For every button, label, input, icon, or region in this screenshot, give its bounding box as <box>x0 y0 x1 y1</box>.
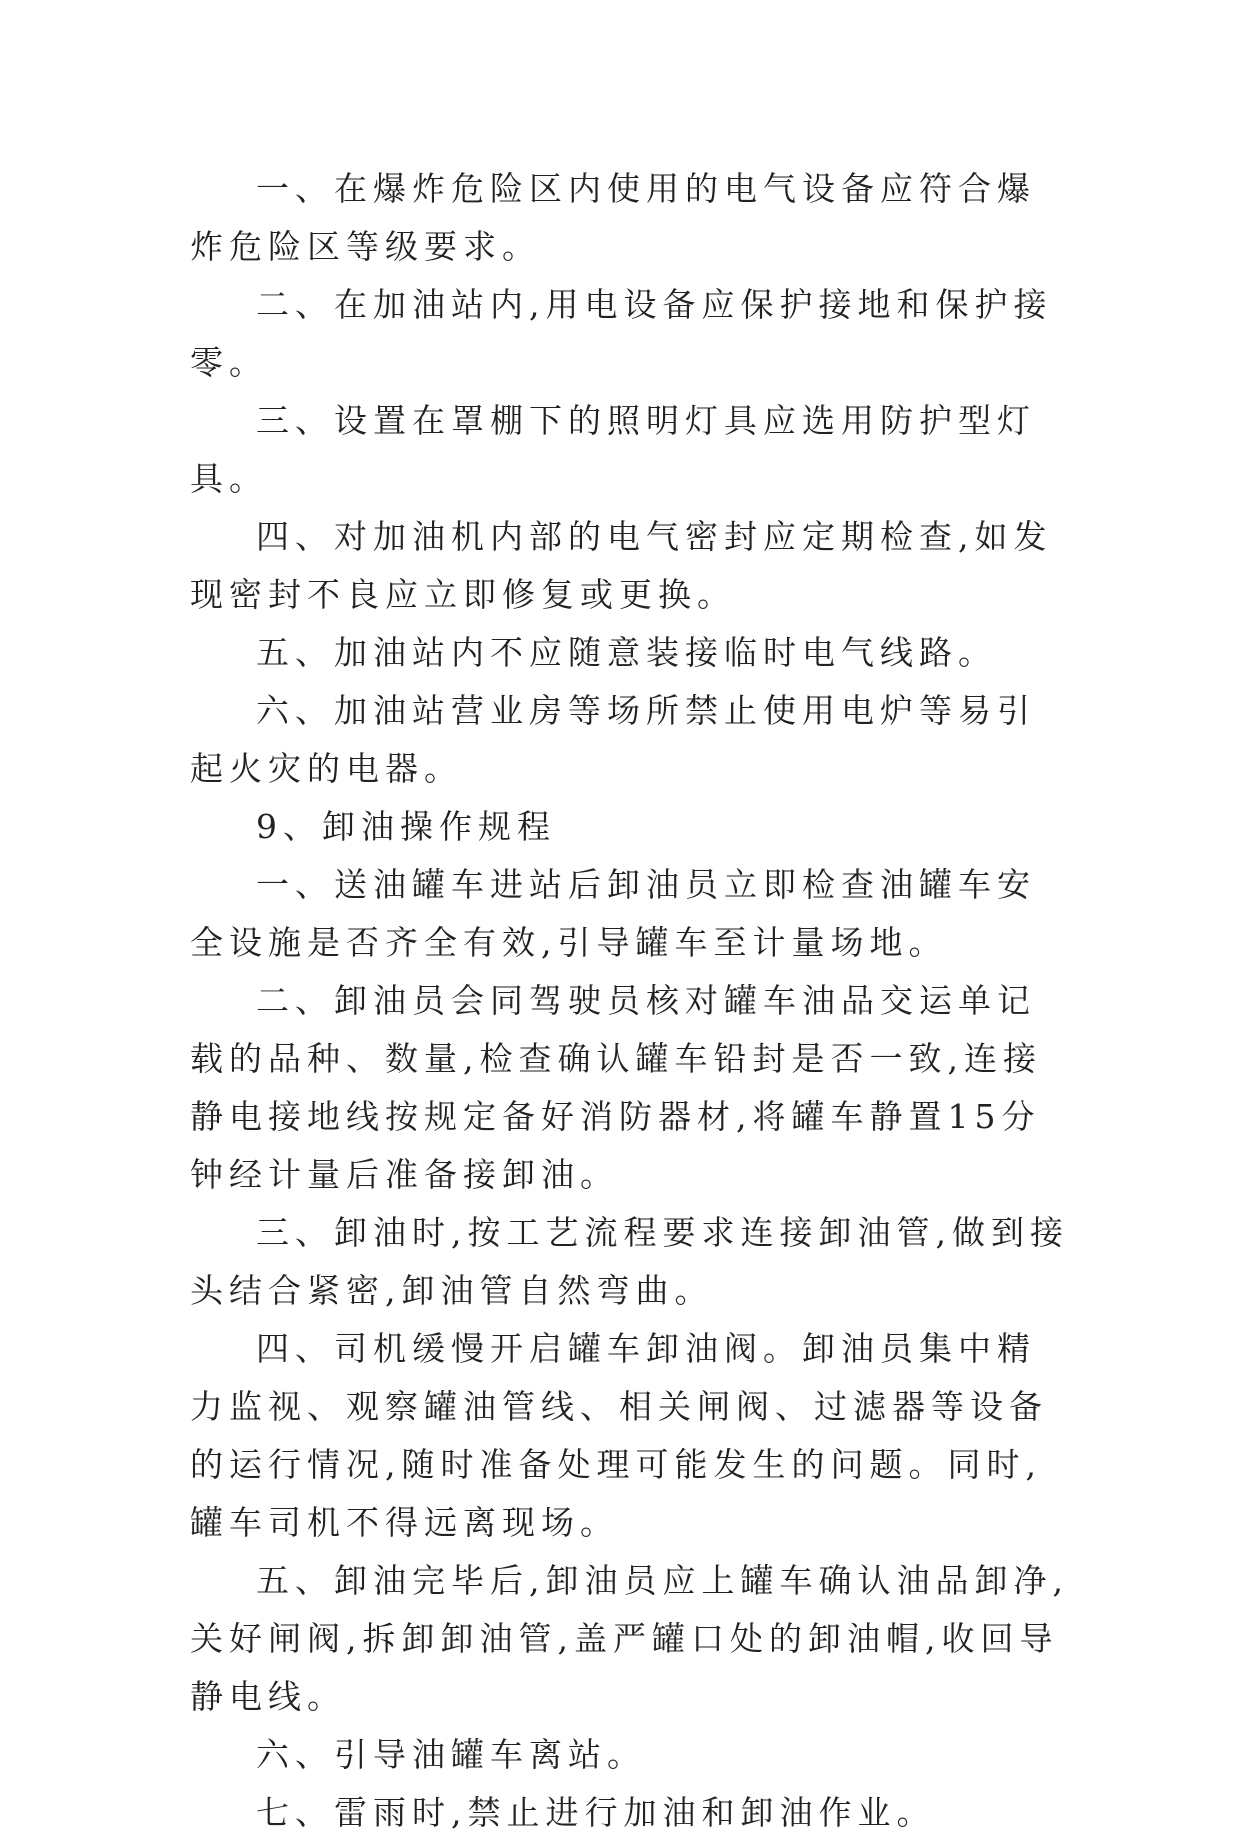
paragraph: 二、在加油站内,用电设备应保护接地和保护接零。 <box>190 285 1053 382</box>
paragraph: 六、引导油罐车离站。 <box>256 1735 646 1774</box>
section-heading: 9、卸油操作规程 <box>256 807 556 846</box>
paragraph: 五、卸油完毕后,卸油员应上罐车确认油品卸净,关好闸阀,拆卸卸油管,盖严罐口处的卸油帽,收回导静电线。 <box>190 1561 1069 1716</box>
paragraph: 三、设置在罩棚下的照明灯具应选用防护型灯具。 <box>190 401 1036 498</box>
paragraph: 七、雷雨时,禁止进行加油和卸油作业。 <box>256 1793 936 1832</box>
body-text <box>190 160 1070 1842</box>
paragraph: 四、对加油机内部的电气密封应定期检查,如发现密封不良应立即修复或更换。 <box>190 517 1053 614</box>
paragraph: 二、卸油员会同驾驶员核对罐车油品交运单记载的品种、数量,检查确认罐车铅封是否一致,连接静电接地线按规定备好消防器材,将罐车静置15分钟经计量后准备接卸油。 <box>190 981 1042 1194</box>
paragraph: 五、加油站内不应随意装接临时电气线路。 <box>256 633 997 672</box>
paragraph: 一、在爆炸危险区内使用的电气设备应符合爆炸危险区等级要求。 <box>190 169 1036 266</box>
paragraph: 四、司机缓慢开启罐车卸油阀。卸油员集中精力监视、观察罐油管线、相关闸阀、过滤器等设备的运行情况,随时准备处理可能发生的问题。同时,罐车司机不得远离现场。 <box>190 1329 1048 1542</box>
paragraph: 一、送油罐车进站后卸油员立即检查油罐车安全设施是否齐全有效,引导罐车至计量场地。 <box>190 865 1036 962</box>
paragraph: 六、加油站营业房等场所禁止使用电炉等易引起火灾的电器。 <box>190 691 1036 788</box>
paragraph: 三、卸油时,按工艺流程要求连接卸油管,做到接头结合紧密,卸油管自然弯曲。 <box>190 1213 1069 1310</box>
